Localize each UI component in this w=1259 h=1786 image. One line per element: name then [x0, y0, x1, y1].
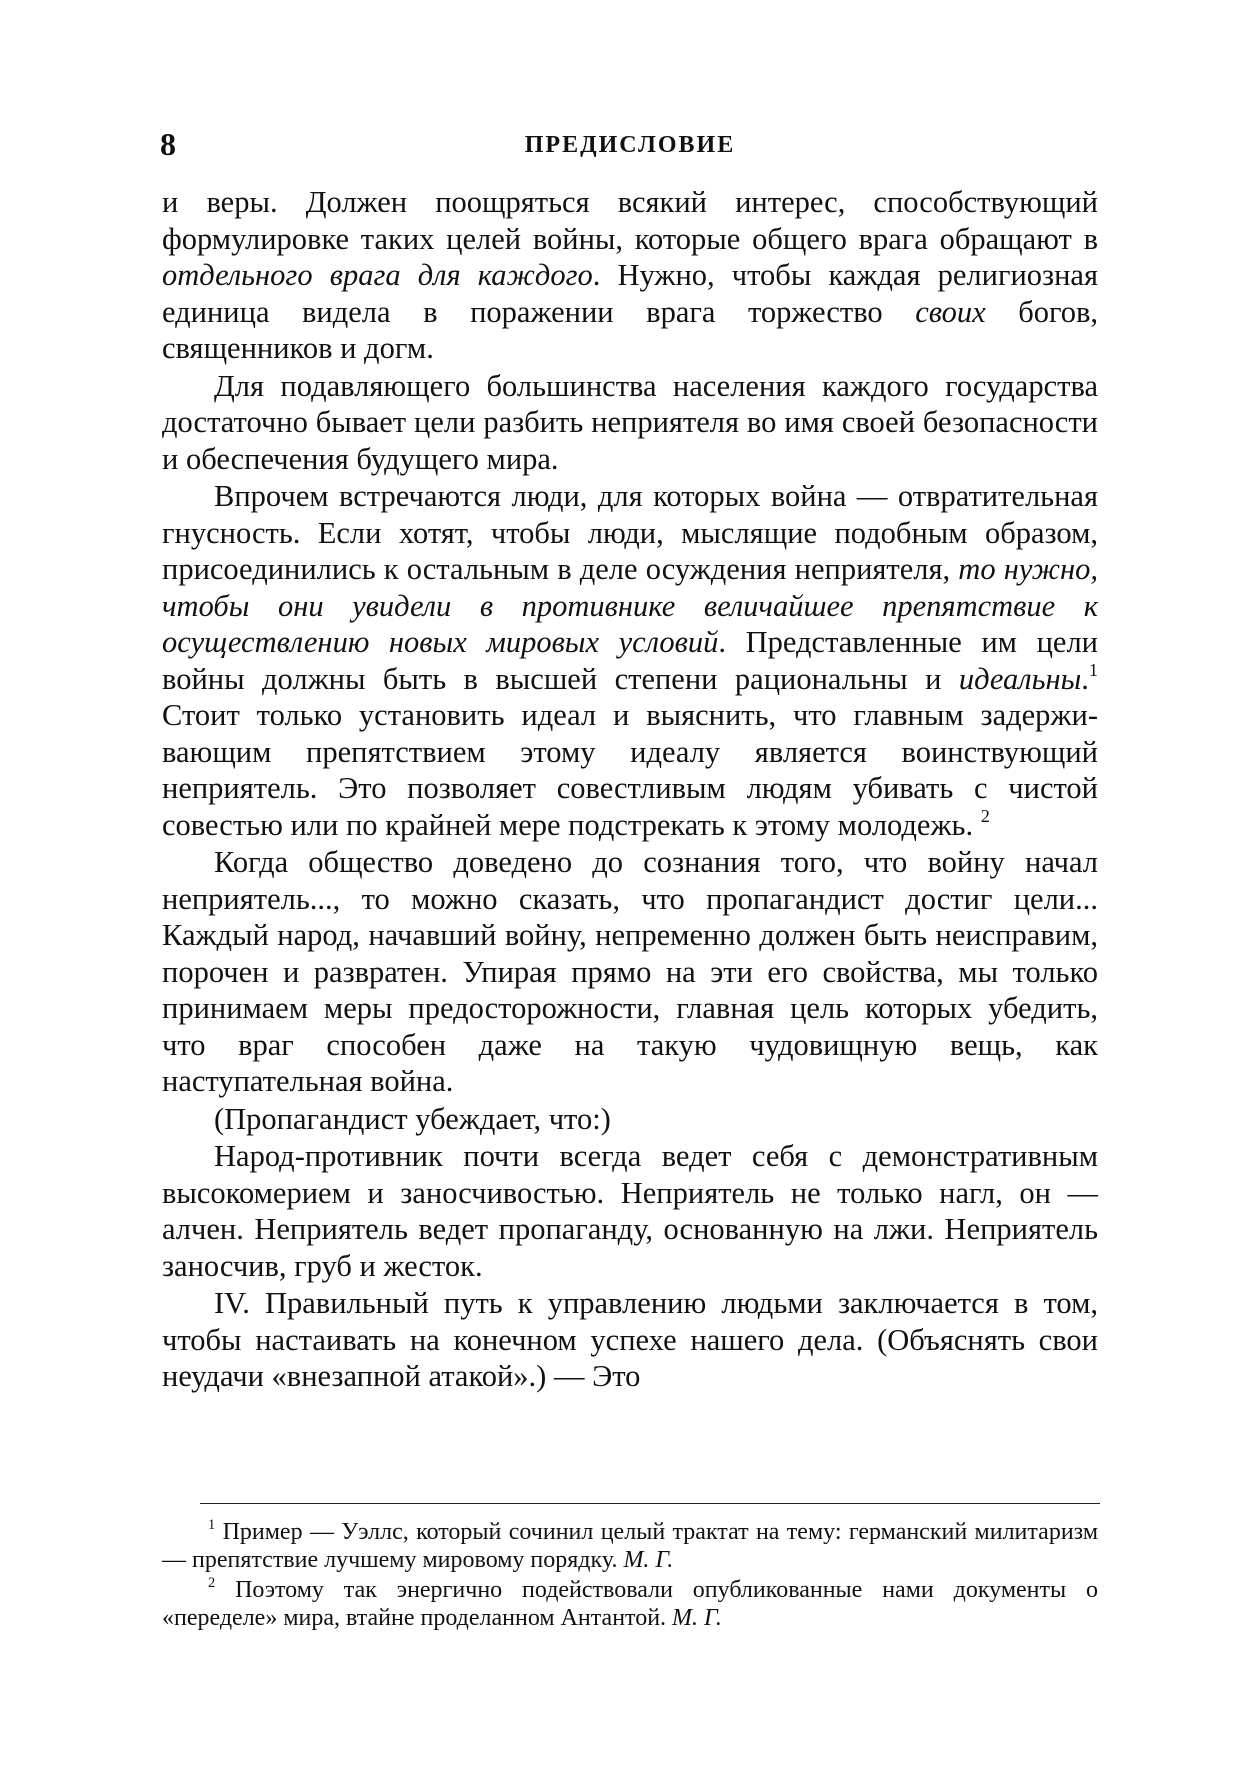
- italic-run: своих: [915, 294, 986, 329]
- text-run: Впрочем встречаются люди, для которых война — отвратительная гнусность. Если хотят, чтобы люди, мыслящие подобным образом, присоединились к остальным в деле осуждения неприятеля,: [162, 479, 1098, 586]
- text-run: Стоит только установить идеал и выяснить, что главным задерживающим препятствием этому идеалу является воинствующий неприятель. Это позволяет совестливым людям убивать с чистой совестью или по крайней мере подстрекать к этому молодежь.: [162, 698, 1098, 842]
- paragraph: [162, 184, 1098, 367]
- text-run: богов, священников и догм.: [162, 294, 1098, 365]
- text-run: и веры. Должен поощряться всякий интерес, способствующий формулировке таких целей войны, которые общего врага обращают в: [162, 185, 1098, 256]
- text-run: .: [1081, 661, 1089, 696]
- page-number: 8: [160, 126, 176, 162]
- italic-run: идеальны: [958, 661, 1082, 696]
- footnote-marker: 1: [208, 1516, 216, 1533]
- text-run: . Представленные им цели войны должны быть в высшей степени рациональны и: [162, 625, 1098, 696]
- footnotes: [162, 1518, 1098, 1632]
- footnote: [162, 1576, 1098, 1632]
- paragraph: [162, 478, 1098, 843]
- paragraph: Для подавляющего большинства населения каждого государства достаточно бывает цели разбить неприятеля во имя своей безопасности и обеспечения будущего мира.: [162, 368, 1098, 476]
- italic-run: то нужно, чтобы они увидели в противнике величайшее препятствие к осуществлению новых мировых условий: [162, 552, 1098, 659]
- page-header: [160, 126, 1100, 166]
- footnote-signature: М. Г.: [623, 1547, 674, 1573]
- footnote-signature: М. Г.: [672, 1605, 722, 1631]
- paragraph: IV. Правильный путь к управлению людьми заключается в том, чтобы настаивать на конечном успехе нашего дела. (Объяснять свои неудачи «внезапной атакой».) — Это: [162, 1286, 1098, 1393]
- paragraph: Когда общество доведено до сознания того, что войну начал неприятель..., то можно сказать, что пропагандист достиг цели... Каждый народ, начавший войну, непременно должен быть неисправим, порочен и развратен. Упирая прямо на эти его свойства, мы только принимаем меры предосторожности, главная цель которых убедить, что враг способен даже на такую чудовищную вещь, как наступательная война.: [162, 845, 1098, 1098]
- footnote-divider: [200, 1503, 1100, 1504]
- text-run: . Нужно, чтобы каждая религиозная единица видела в поражении врага торжество: [162, 258, 1098, 329]
- body-text: [162, 184, 1098, 1395]
- footnote: [162, 1518, 1098, 1574]
- paragraph: (Пропагандист убеждает, что:): [214, 1101, 611, 1136]
- italic-run: отдельного врага для каждого: [162, 258, 593, 292]
- footnote-text: Пример — Уэллс, который сочинил целый трактат на тему: германский милитаризм — препятствие лучшему мировому порядку.: [162, 1519, 1098, 1573]
- paragraph: Народ-противник почти всегда ведет себя с демонстративным высокомерием и заносчивостью. Неприятель не только нагл, он — алчен. Неприятель ведет пропаганду, основанную на лжи. Неприятель заносчив, груб и жесток.: [162, 1139, 1098, 1283]
- footnote-marker: 2: [208, 1574, 216, 1591]
- footnote-ref: 1: [1088, 659, 1098, 680]
- running-head: ПРЕДИСЛОВИЕ: [524, 132, 736, 158]
- footnote-ref: 2: [980, 805, 990, 826]
- footnote-text: Поэтому так энергично подействовали опубликованные нами документы о «переделе» мира, втайне проделанном Антантой.: [162, 1577, 1098, 1631]
